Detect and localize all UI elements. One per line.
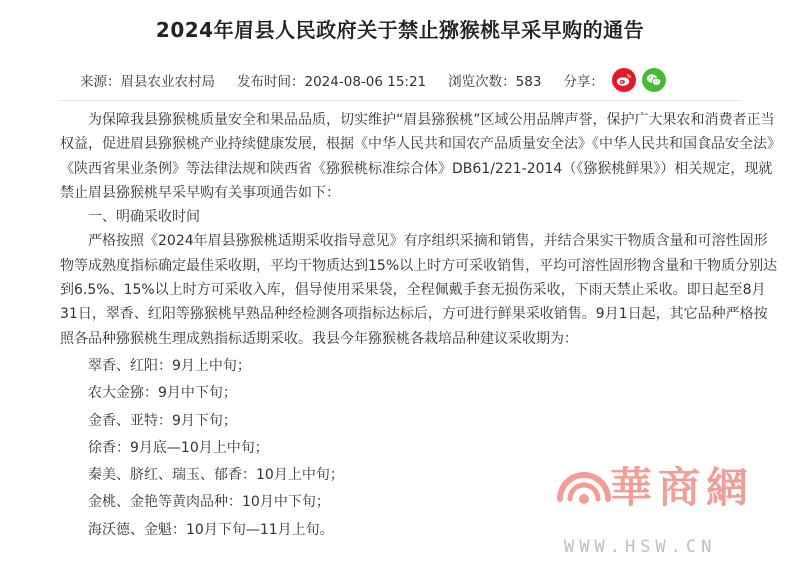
weibo-share-button[interactable] — [612, 68, 636, 92]
watermark-logo-text: 華商網 — [610, 463, 755, 512]
list-item: 海沃德、金魁：10月下旬—11月上旬。 — [88, 521, 334, 538]
wechat-share-button[interactable] — [642, 68, 666, 92]
source-label: 来源：眉县农业农村局 — [80, 74, 215, 90]
section-paragraph: 严格按照《2024年眉县猕猴桃适期采收指导意见》有序组织采摘和销售，并结合果实干物质含量和可溶性固形物等成熟度指标确定最佳采收期，平均干物质达到15%以上时方可采收销售，平均可溶性固形物含量和干物质分别达到6.5%、15%以上时方可采收入库，倡导使用采果袋，全程佩戴手套无损伤采收，下雨天禁止采收。即日起至8月31日，翠香、红阳等猕猴桃早熟品种经检测各项指标达标后，方可进行鲜果采收销售。9月1日起，其它品种严格按照各品种猕猴桃生理成熟指标适期采收。我县今年猕猴桃各栽培品种建议采收期为： — [60, 233, 778, 347]
section-heading: 一、明确采收时间 — [88, 209, 200, 226]
weibo-icon — [616, 73, 632, 87]
list-item: 农大金猕：9月中下旬； — [88, 385, 237, 402]
watermark-url: WWW.HSW.CN — [564, 537, 717, 557]
list-item: 金香、亚特：9月下旬； — [88, 412, 237, 429]
view-count: 浏览次数：583 — [448, 74, 542, 90]
harvest-date-list — [60, 354, 780, 542]
intro-paragraph: 为保障我县猕猴桃质量安全和果品品质，切实维护“眉县猕猴桃”区域公用品牌声誉，保护广大果农和消费者正当权益，促进眉县猕猴桃产业持续健康发展，根据《中华人民共和国农产品质量安全法》《中华人民共和国食品安全法》《陕西省果业条例》等法律法规和陕西省《猕猴桃标准综合体》DB61/221-2014（《猕猴桃鲜果》）相关规定，现就禁止眉县猕猴桃早采早购有关事项通告如下： — [60, 112, 775, 201]
wechat-icon — [646, 73, 662, 87]
page-title: 2024年眉县人民政府关于禁止猕猴桃早采早购的通告 — [155, 18, 645, 42]
article-meta — [80, 70, 672, 90]
share-label: 分享： — [563, 74, 604, 90]
publish-time: 发布时间：2024-08-06 15:21 — [237, 74, 427, 90]
meta-divider — [60, 100, 740, 101]
list-item: 翠香、红阳：9月上中旬； — [88, 357, 251, 374]
article-body — [60, 108, 780, 542]
list-item: 秦美、脐红、瑞玉、郁香：10月上中旬； — [88, 467, 344, 484]
list-item: 徐香：9月底—10月上中旬； — [88, 439, 269, 456]
list-item: 金桃、金艳等黄肉品种：10月中下旬； — [88, 494, 330, 511]
